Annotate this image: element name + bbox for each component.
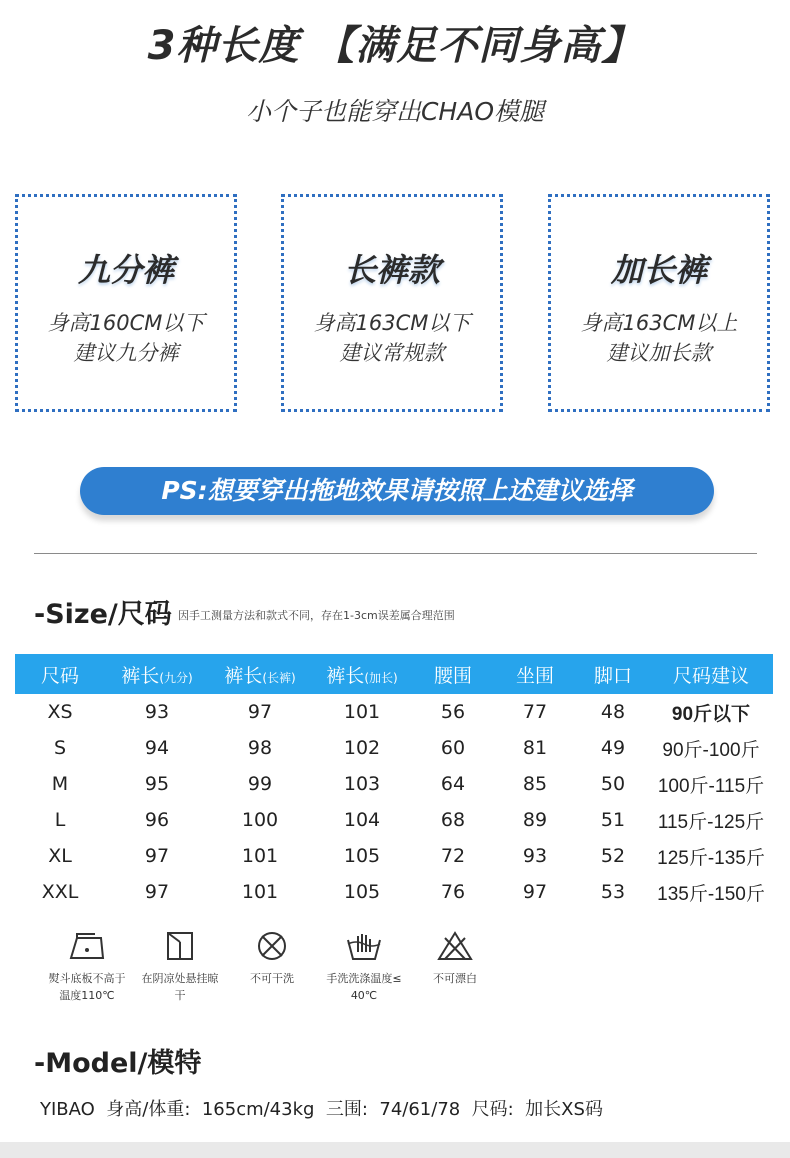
card-title: 加长裤 (610, 251, 707, 289)
model-heading: -Model/模特 (34, 1048, 202, 1079)
length-card-ninth (15, 194, 237, 412)
table-cell: 53 (600, 881, 626, 903)
care-item-no-dry-clean (222, 930, 322, 987)
table-cell: 48 (600, 701, 626, 723)
line-dry-shade-icon (160, 930, 200, 962)
table-cell: 56 (440, 701, 466, 723)
table-cell: 60 (440, 737, 466, 759)
table-cell: 85 (522, 773, 548, 795)
table-cell: 97 (247, 701, 273, 723)
table-row (15, 694, 773, 730)
care-label-line-1: 在阴凉处悬挂晾 (141, 972, 219, 985)
table-cell: 101 (241, 845, 279, 867)
header-cell (577, 654, 649, 694)
header-cell (413, 654, 493, 694)
size-note: 因手工测量方法和款式不同，存在1-3cm误差属合理范围 (178, 609, 455, 622)
size-cell: L (54, 809, 66, 831)
card-line-2: 建议九分裤 (73, 341, 179, 365)
header-label: 尺码建议 (672, 664, 749, 687)
card-line-2: 建议常规款 (339, 341, 445, 365)
card-title: 九分裤 (77, 251, 174, 289)
care-item-dry (130, 930, 230, 1004)
model-info: YIBAO 身高/体重: 165cm/43kg 三围: 74/61/78 尺码: 加长XS码 (40, 1099, 603, 1120)
header-cell (15, 654, 105, 694)
header-sublabel: (九分) (159, 670, 193, 685)
table-cell: 72 (440, 845, 466, 867)
table-cell: 100 (241, 809, 279, 831)
table-cell: 103 (343, 773, 381, 795)
header-cell (105, 654, 209, 694)
size-cell: S (53, 737, 67, 759)
hand-wash-icon (344, 930, 384, 962)
no-bleach-icon (435, 930, 475, 962)
table-cell: 81 (522, 737, 548, 759)
header-sublabel: (长裤) (262, 670, 296, 685)
table-row (15, 802, 773, 838)
table-cell: 68 (440, 809, 466, 831)
table-cell: 94 (144, 737, 170, 759)
size-heading: -Size/尺码 (34, 599, 172, 630)
header-label: 腰围 (433, 664, 472, 687)
table-cell: 97 (522, 881, 548, 903)
care-label-line-1: 手洗洗涤温度≤ (326, 972, 402, 985)
table-cell: 105 (343, 881, 381, 903)
table-cell: 93 (522, 845, 548, 867)
table-row (15, 838, 773, 874)
weight-cell: 90斤以下 (671, 703, 751, 725)
size-cell: XL (48, 845, 72, 867)
size-table (15, 654, 773, 910)
header-label: 坐围 (515, 664, 554, 687)
page-subtitle: 小个子也能穿出CHAO模腿 (245, 97, 545, 126)
weight-cell: 125斤-135斤 (657, 847, 765, 869)
header-cell (311, 654, 413, 694)
care-item-no-bleach (405, 930, 505, 987)
care-label-line-2: 温度110℃ (59, 989, 115, 1002)
weight-cell: 135斤-150斤 (657, 883, 765, 905)
care-item-hand-wash (314, 930, 414, 1004)
table-cell: 89 (522, 809, 548, 831)
table-cell: 97 (144, 881, 170, 903)
size-cell: M (51, 773, 69, 795)
table-cell: 77 (522, 701, 548, 723)
table-row (15, 766, 773, 802)
card-line-1: 身高160CM以下 (47, 311, 205, 335)
card-line-2: 建议加长款 (606, 341, 712, 365)
table-cell: 64 (440, 773, 466, 795)
care-item-iron (37, 930, 137, 1004)
table-cell: 101 (241, 881, 279, 903)
no-dry-clean-icon (252, 930, 292, 962)
table-cell: 52 (600, 845, 626, 867)
header-label: 脚口 (593, 664, 632, 687)
table-cell: 97 (144, 845, 170, 867)
header-label: 裤长 (121, 664, 160, 687)
care-label-line-1: 不可干洗 (250, 972, 294, 985)
length-card-long (548, 194, 770, 412)
care-label-line-1: 不可漂白 (433, 972, 477, 985)
table-cell: 49 (600, 737, 626, 759)
ps-banner: PS:想要穿出拖地效果请按照上述建议选择 (80, 467, 714, 515)
card-line-1: 身高163CM以下 (313, 311, 471, 335)
weight-cell: 100斤-115斤 (657, 775, 765, 797)
table-cell: 96 (144, 809, 170, 831)
care-label-line-2: 干 (174, 989, 186, 1002)
divider (34, 553, 757, 554)
length-card-regular (281, 194, 503, 412)
table-cell: 102 (343, 737, 381, 759)
iron-icon (67, 930, 107, 962)
card-title: 长裤款 (343, 251, 440, 289)
table-cell: 93 (144, 701, 170, 723)
table-cell: 101 (343, 701, 381, 723)
header-cell (209, 654, 311, 694)
header-label: 裤长 (326, 664, 365, 687)
care-label-line-1: 熨斗底板不高于 (48, 972, 126, 985)
weight-cell: 115斤-125斤 (657, 811, 765, 833)
care-label-line-2: 40℃ (350, 989, 378, 1002)
header-label: 裤长 (224, 664, 263, 687)
table-cell: 105 (343, 845, 381, 867)
table-cell: 50 (600, 773, 626, 795)
table-row (15, 730, 773, 766)
card-line-1: 身高163CM以上 (580, 311, 738, 335)
page-title: 3种长度 【满足不同身高】 (147, 23, 643, 69)
table-cell: 98 (247, 737, 273, 759)
header-sublabel: (加长) (364, 670, 398, 685)
header-label: 尺码 (40, 664, 79, 687)
table-cell: 51 (600, 809, 626, 831)
weight-cell: 90斤-100斤 (662, 739, 760, 761)
size-cell: XS (47, 701, 73, 723)
header-cell (649, 654, 773, 694)
size-table-header (15, 654, 773, 694)
table-row (15, 874, 773, 910)
table-cell: 76 (440, 881, 466, 903)
table-cell: 95 (144, 773, 170, 795)
size-cell: XXL (41, 881, 79, 903)
table-cell: 104 (343, 809, 381, 831)
header-cell (493, 654, 577, 694)
bottom-bar (0, 1142, 790, 1158)
table-cell: 99 (247, 773, 273, 795)
